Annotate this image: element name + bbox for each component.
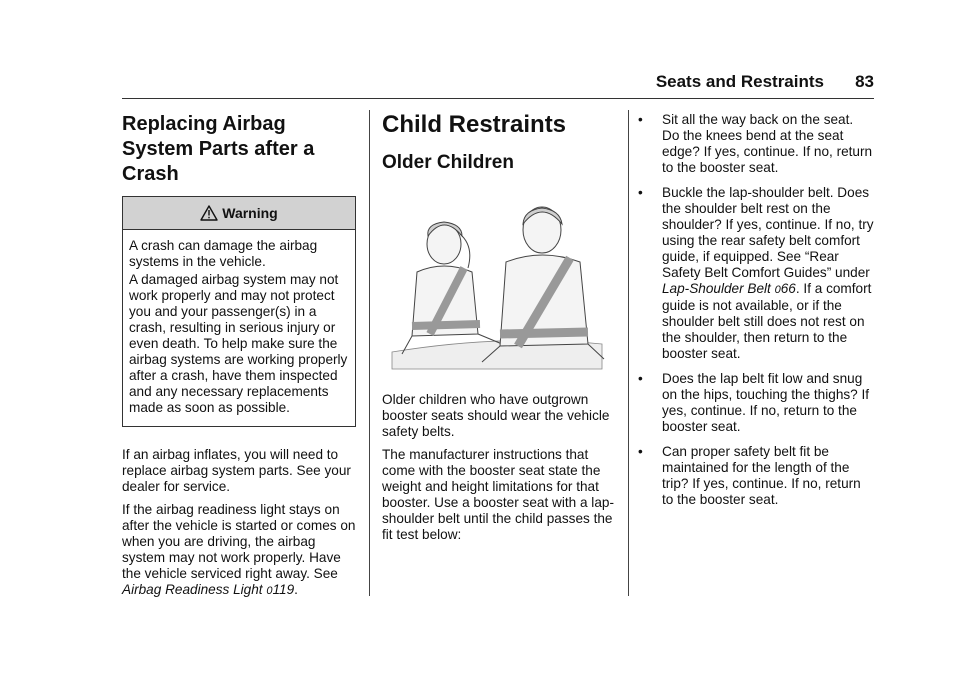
chapter-title: Child Restraints [382,111,567,138]
warning-body [123,230,355,426]
fit-test-list [638,112,874,508]
warning-header [123,197,355,230]
bullet: • [638,371,643,386]
cross-reference-link[interactable]: Airbag Readiness Light 0119 [122,582,295,597]
bullet: • [638,185,643,200]
children-seatbelt-illustration [382,194,614,374]
section-heading: Replacing Airbag System Parts after a Crash [122,113,315,185]
paragraph: If the airbag readiness light stays on after the vehicle is started or comes on when you are driving, the airbag system may not work properly. Have the vehicle serviced right away. See Airbag Readiness Light 0119. [122,502,356,597]
column-divider-left [369,110,370,596]
column-middle [382,112,614,550]
bullet: • [638,444,643,459]
column-divider-right [628,110,629,596]
warning-text-1: A crash can damage the airbag systems in the vehicle. [129,238,318,269]
page-arrow-icon: 0 [266,585,273,597]
column-right [638,112,874,517]
warning-text-2: A damaged airbag system may not work properly and may not protect you and your passenger(s) in a crash, resulting in serious injury or even death. To help make sure the airbag systems are working properly after a crash, have them inspected and any necessary replacements made as soon as possible. [129,272,348,415]
paragraph: If an airbag inflates, you will need to replace airbag system parts. See your dealer for service. [122,447,351,494]
page-number: 83 [855,72,874,91]
column-left [122,112,356,606]
page-header [122,72,874,99]
warning-label: Warning [222,205,278,221]
list-item: • Buckle the lap-shoulder belt. Does the shoulder belt rest on the shoulder? If yes, continue. If no, try using the rear safety belt comfort guide, if equipped. See “Rear Safety Belt Comfort Guides” under Lap-Shoulder Belt 066. If a comfort guide is not available, or if the shoulder belt still does not rest on the shoulder, then return to the booster seat. [638,185,874,361]
cross-reference-link[interactable]: Lap-Shoulder Belt 066 [662,281,796,296]
paragraph: The manufacturer instructions that come with the booster seat state the weight and height limitations for that booster. Use a booster seat with a lap-shoulder belt until the child passes the fit test below: [382,447,614,542]
paragraph: Older children who have outgrown booster seats should wear the vehicle safety belts. [382,392,610,439]
warning-triangle-icon [200,205,218,221]
bullet: • [638,112,643,127]
list-item: • Does the lap belt fit low and snug on the hips, touching the thighs? If yes, continue. If no, return to the booster seat. [638,371,870,434]
list-item: • Can proper safety belt fit be maintained for the length of the trip? If yes, continue. If no, return to the booster seat. [638,444,861,507]
subsection-title: Older Children [382,152,514,173]
section-title: Seats and Restraints [655,72,824,91]
page-arrow-icon: 0 [774,284,781,296]
list-item: • Sit all the way back on the seat. Do the knees bend at the seat edge? If yes, continue. If no, return to the booster seat. [638,112,873,175]
warning-box [122,196,356,427]
